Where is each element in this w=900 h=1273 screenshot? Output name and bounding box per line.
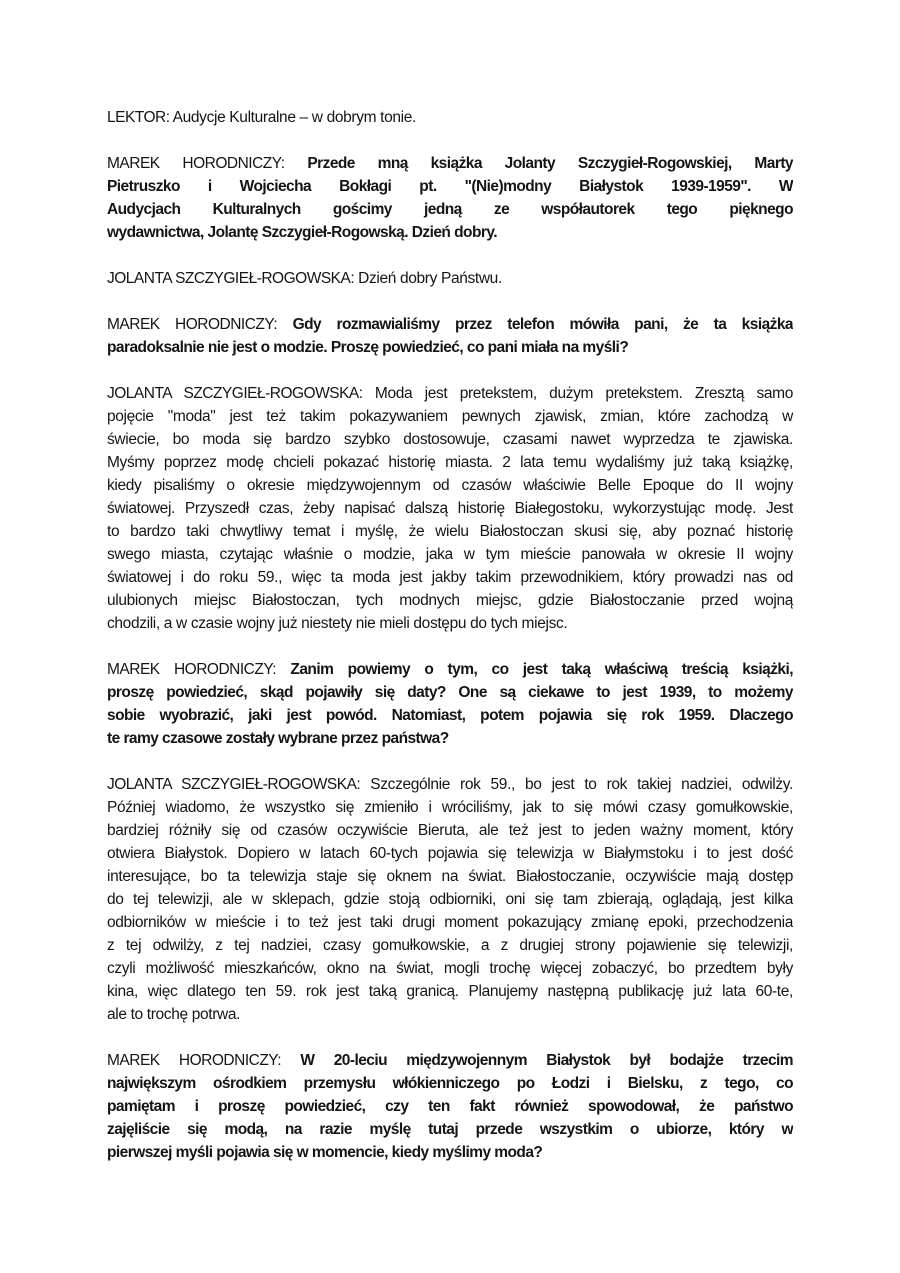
line-text: największym ośrodkiem przemysłu włókienniczego po Łodzi i Bielsku, z tego, co [107, 1075, 793, 1092]
text-line [107, 1049, 793, 1072]
text-line [107, 1118, 793, 1141]
line-text: Audycje Kulturalne – w dobrym tonie. [172, 109, 416, 126]
text-line [107, 382, 793, 405]
line-text: Moda jest pretekstem, dużym pretekstem. Zresztą samo [374, 385, 793, 402]
text-line [107, 451, 793, 474]
line-text: ulubionych miejsc Białostoczan, tych modnych miejsc, gdzie Białostoczanie przed wojną [107, 592, 793, 609]
line-text: Myśmy poprzez modę chcieli pokazać historię miasta. 2 lata temu wydaliśmy już taką książkę, [107, 454, 793, 471]
line-text: światowej. Przyszedł czas, żeby napisać dalszą historię Białegostoku, wykorzystując modę. Jest [107, 500, 793, 517]
transcript-paragraph [107, 106, 793, 129]
line-text: Dzień dobry Państwu. [358, 270, 502, 287]
line-text: Szczególnie rok 59., bo jest to rok takiej nadziei, odwilży. [370, 776, 793, 793]
text-line [107, 1003, 793, 1026]
text-line [107, 497, 793, 520]
line-text: otwiera Białystok. Dopiero w latach 60-tych pojawia się telewizja w Białymstoku i to jest dość [107, 845, 793, 862]
text-line [107, 474, 793, 497]
text-line [107, 1141, 793, 1164]
transcript-paragraph [107, 658, 793, 750]
document-page [107, 106, 793, 1187]
text-line [107, 865, 793, 888]
text-line [107, 796, 793, 819]
speaker-label: MAREK HORODNICZY: [107, 661, 277, 678]
text-line [107, 819, 793, 842]
line-text: bardziej różniły się od czasów oczywiście Bieruta, ale też jest to jeden ważny moment, który [107, 822, 793, 839]
line-text: światowej i do roku 59., więc ta moda jest jakby takim przewodnikiem, który prowadzi nas od [107, 569, 793, 586]
line-text: kina, więc dlatego ten 59. rok jest taką granicą. Planujemy następną publikację już lata 60-te, [107, 983, 793, 1000]
line-text: chodzili, a w czasie wojny już niestety nie mieli dostępu do tych miejsc. [107, 615, 568, 632]
speaker-label: JOLANTA SZCZYGIEŁ-ROGOWSKA: [107, 776, 361, 793]
line-text: pierwszej myśli pojawia się w momencie, kiedy myślimy moda? [107, 1144, 543, 1161]
line-text: W 20-leciu międzywojennym Białystok był bodajże trzecim [300, 1052, 793, 1069]
line-text: Gdy rozmawialiśmy przez telefon mówiła pani, że ta książka [292, 316, 793, 333]
text-line [107, 911, 793, 934]
text-line [107, 520, 793, 543]
line-text: pojęcie "moda" jest też takim pokazywaniem pewnych zjawisk, zmian, które zachodzą w [107, 408, 793, 425]
text-line [107, 267, 793, 290]
text-line [107, 727, 793, 750]
text-line [107, 704, 793, 727]
line-text: Pietruszko i Wojciecha Bokłagi pt. "(Nie)modny Białystok 1939-1959". W [107, 178, 793, 195]
text-line [107, 1095, 793, 1118]
line-text: z tej odwilży, z tej nadziei, czasy gomułkowskie, a z drugiej strony pojawienie się telewizji, [107, 937, 793, 954]
speaker-label: JOLANTA SZCZYGIEŁ-ROGOWSKA: [107, 270, 355, 287]
text-line [107, 658, 793, 681]
text-line [107, 681, 793, 704]
text-line [107, 589, 793, 612]
transcript-paragraph [107, 313, 793, 359]
transcript-paragraph [107, 1049, 793, 1164]
line-text: swego miasta, czytając właśnie o modzie, jaka w tym mieście panowała w okresie II wojny [107, 546, 793, 563]
text-line [107, 175, 793, 198]
line-text: ale to trochę potrwa. [107, 1006, 241, 1023]
line-text: czyli możliwość mieszkańców, okno na świat, mogli trochę więcej zobaczyć, bo przedtem były [107, 960, 793, 977]
text-line [107, 106, 793, 129]
line-text: interesujące, bo ta telewizja staje się oknem na świat. Białostoczanie, oczywiście mają dostęp [107, 868, 793, 885]
speaker-label: LEKTOR: [107, 109, 170, 126]
text-line [107, 543, 793, 566]
line-text: Przede mną książka Jolanty Szczygieł-Rogowskiej, Marty [307, 155, 793, 172]
text-line [107, 221, 793, 244]
text-line [107, 842, 793, 865]
speaker-label: MAREK HORODNICZY: [107, 316, 278, 333]
line-text: to bardzo taki chwytliwy temat i myślę, że wielu Białostoczan skusi się, aby poznać historię [107, 523, 793, 540]
transcript-paragraph [107, 267, 793, 290]
line-text: odbiorników w mieście i to też jest taki drugi moment pokazujący zmianę epoki, przechodzenia [107, 914, 793, 931]
text-line [107, 612, 793, 635]
text-line [107, 980, 793, 1003]
line-text: sobie wyobrazić, jaki jest powód. Natomiast, potem pojawia się rok 1959. Dlaczego [107, 707, 793, 724]
speaker-label: JOLANTA SZCZYGIEŁ-ROGOWSKA: [107, 385, 363, 402]
speaker-label: MAREK HORODNICZY: [107, 155, 285, 172]
text-line [107, 888, 793, 911]
speaker-label: MAREK HORODNICZY: [107, 1052, 282, 1069]
transcript-paragraph [107, 382, 793, 635]
text-line [107, 934, 793, 957]
line-text: pamiętam i proszę powiedzieć, czy ten fakt również spowodował, że państwo [107, 1098, 793, 1115]
line-text: świecie, bo moda się bardzo szybko dostosowuje, czasami nawet wyprzedza te zjawiska. [107, 431, 793, 448]
text-line [107, 1072, 793, 1095]
text-line [107, 198, 793, 221]
transcript-paragraph [107, 773, 793, 1026]
line-text: Zanim powiemy o tym, co jest taką właściwą treścią książki, [290, 661, 793, 678]
line-text: wydawnictwa, Jolantę Szczygieł-Rogowską. Dzień dobry. [107, 224, 498, 241]
text-line [107, 313, 793, 336]
line-text: Później wiadomo, że wszystko się zmieniło i wróciliśmy, jak to się mówi czasy gomułkowskie, [107, 799, 793, 816]
transcript-paragraph [107, 152, 793, 244]
text-line [107, 773, 793, 796]
text-line [107, 152, 793, 175]
text-line [107, 336, 793, 359]
text-line [107, 405, 793, 428]
text-line [107, 957, 793, 980]
line-text: proszę powiedzieć, skąd pojawiły się daty? One są ciekawe to jest 1939, to możemy [107, 684, 793, 701]
line-text: zajęliście się modą, na razie myślę tutaj przede wszystkim o ubiorze, który w [107, 1121, 793, 1138]
line-text: paradoksalnie nie jest o modzie. Proszę powiedzieć, co pani miała na myśli? [107, 339, 629, 356]
line-text: te ramy czasowe zostały wybrane przez państwa? [107, 730, 449, 747]
line-text: kiedy pisaliśmy o okresie międzywojennym od czasów właściwie Belle Epoque do II wojny [107, 477, 793, 494]
line-text: do tej telewizji, ale w sklepach, gdzie stoją odbiorniki, oni się tam zbierają, oglądają, jest kilka [107, 891, 793, 908]
text-line [107, 428, 793, 451]
line-text: Audycjach Kulturalnych gościmy jedną ze współautorek tego pięknego [107, 201, 793, 218]
text-line [107, 566, 793, 589]
